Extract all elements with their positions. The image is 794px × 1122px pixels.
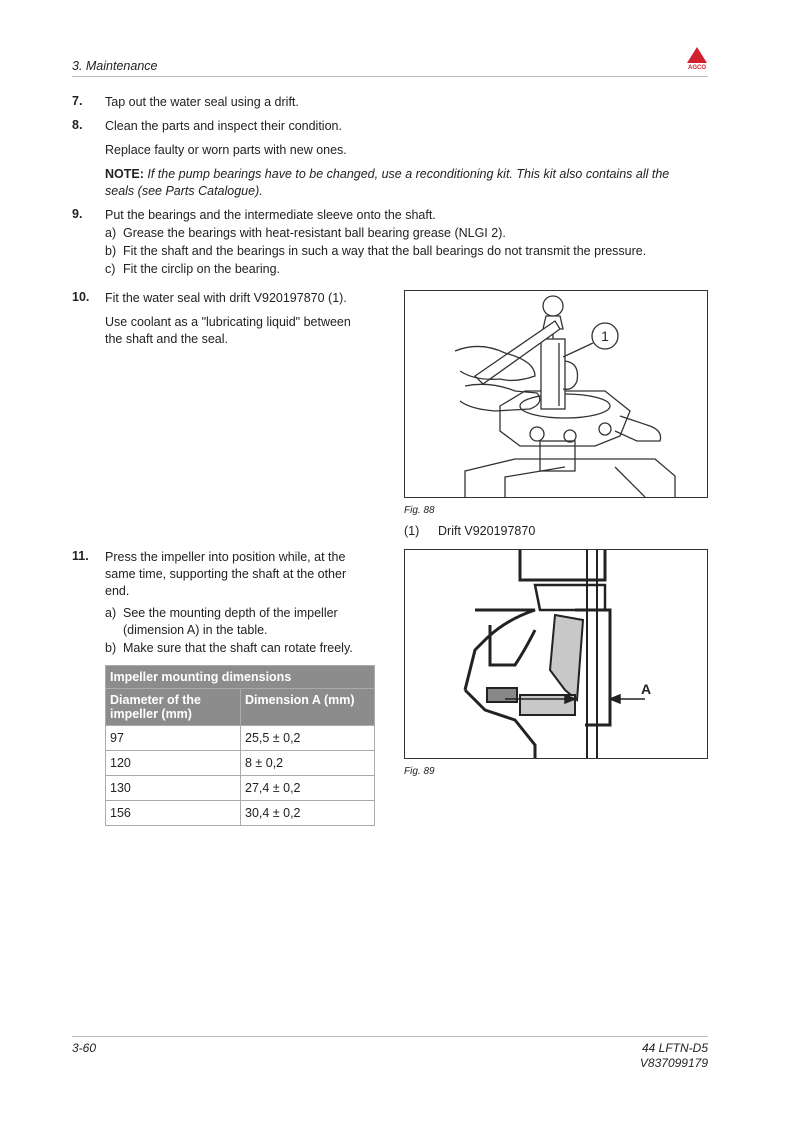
fig-88-legend [404,524,535,538]
dimension-a-label: A [641,681,652,697]
step-11-a: a) See the mounting depth of the impeller (dimension A) in the table. [105,606,338,637]
impeller-dimensions-table [105,665,375,826]
header-rule [72,76,708,77]
step-number: 7. [72,94,83,108]
document-id: 44 LFTN-D5 V837099179 [639,1041,708,1070]
section-title: 3. Maintenance [72,59,158,73]
fig-88-caption: Fig. 88 [404,505,435,516]
col-diameter: Diameter of the impeller (mm) [106,689,241,726]
note [105,166,715,200]
step-9-c: c) Fit the circlip on the bearing. [105,262,281,276]
step-number: 9. [72,207,83,221]
table-row: 156 30,4 ± 0,2 [106,801,375,826]
col-dimension-a: Dimension A (mm) [241,689,375,726]
step-number: 8. [72,118,83,132]
page-number: 3-60 [72,1041,97,1055]
figure-89 [404,549,708,759]
step-text: Fit the water seal with drift V920197870 (1). [105,291,347,305]
legend-number: (1) [404,524,420,538]
impeller-section-illustration [405,550,707,758]
step-9-b: b) Fit the shaft and the bearings in such a way that the ball bearings do not transmit the pressure. [105,244,647,258]
note-label: NOTE: [105,167,144,181]
footer-rule [72,1036,708,1037]
figure-88 [404,290,708,498]
note-text-2: seals (see Parts Catalogue). [105,184,263,198]
step-8-detail: Replace faulty or worn parts with new ones. [105,143,347,157]
step-text: Put the bearings and the intermediate sleeve onto the shaft. [105,208,436,222]
step-9-a: a) Grease the bearings with heat-resistant ball bearing grease (NLGI 2). [105,226,506,240]
step-number: 10. [72,290,90,304]
step-text: Press the impeller into position while, at the same time, supporting the shaft at the other end. [105,550,347,598]
step-10-detail: Use coolant as a "lubricating liquid" between the shaft and the seal. [105,315,351,346]
legend-text: Drift V920197870 [438,524,536,538]
note-text-1: If the pump bearings have to be changed, use a reconditioning kit. This kit also contains all the [147,167,670,181]
step-number: 11. [72,549,89,563]
table-row: 130 27,4 ± 0,2 [106,776,375,801]
table-title: Impeller mounting dimensions [106,666,375,689]
table-row: 120 8 ± 0,2 [106,751,375,776]
pump-drift-illustration [405,291,707,497]
step-11-b: b) Make sure that the shaft can rotate freely. [105,641,353,655]
svg-text:AGCO: AGCO [688,65,706,71]
agco-logo [683,45,711,73]
step-text: Clean the parts and inspect their condition. [105,119,342,133]
step-text: Tap out the water seal using a drift. [105,95,299,109]
table-row: 97 25,5 ± 0,2 [106,726,375,751]
callout-1: 1 [601,328,609,344]
fig-89-caption: Fig. 89 [404,766,435,777]
